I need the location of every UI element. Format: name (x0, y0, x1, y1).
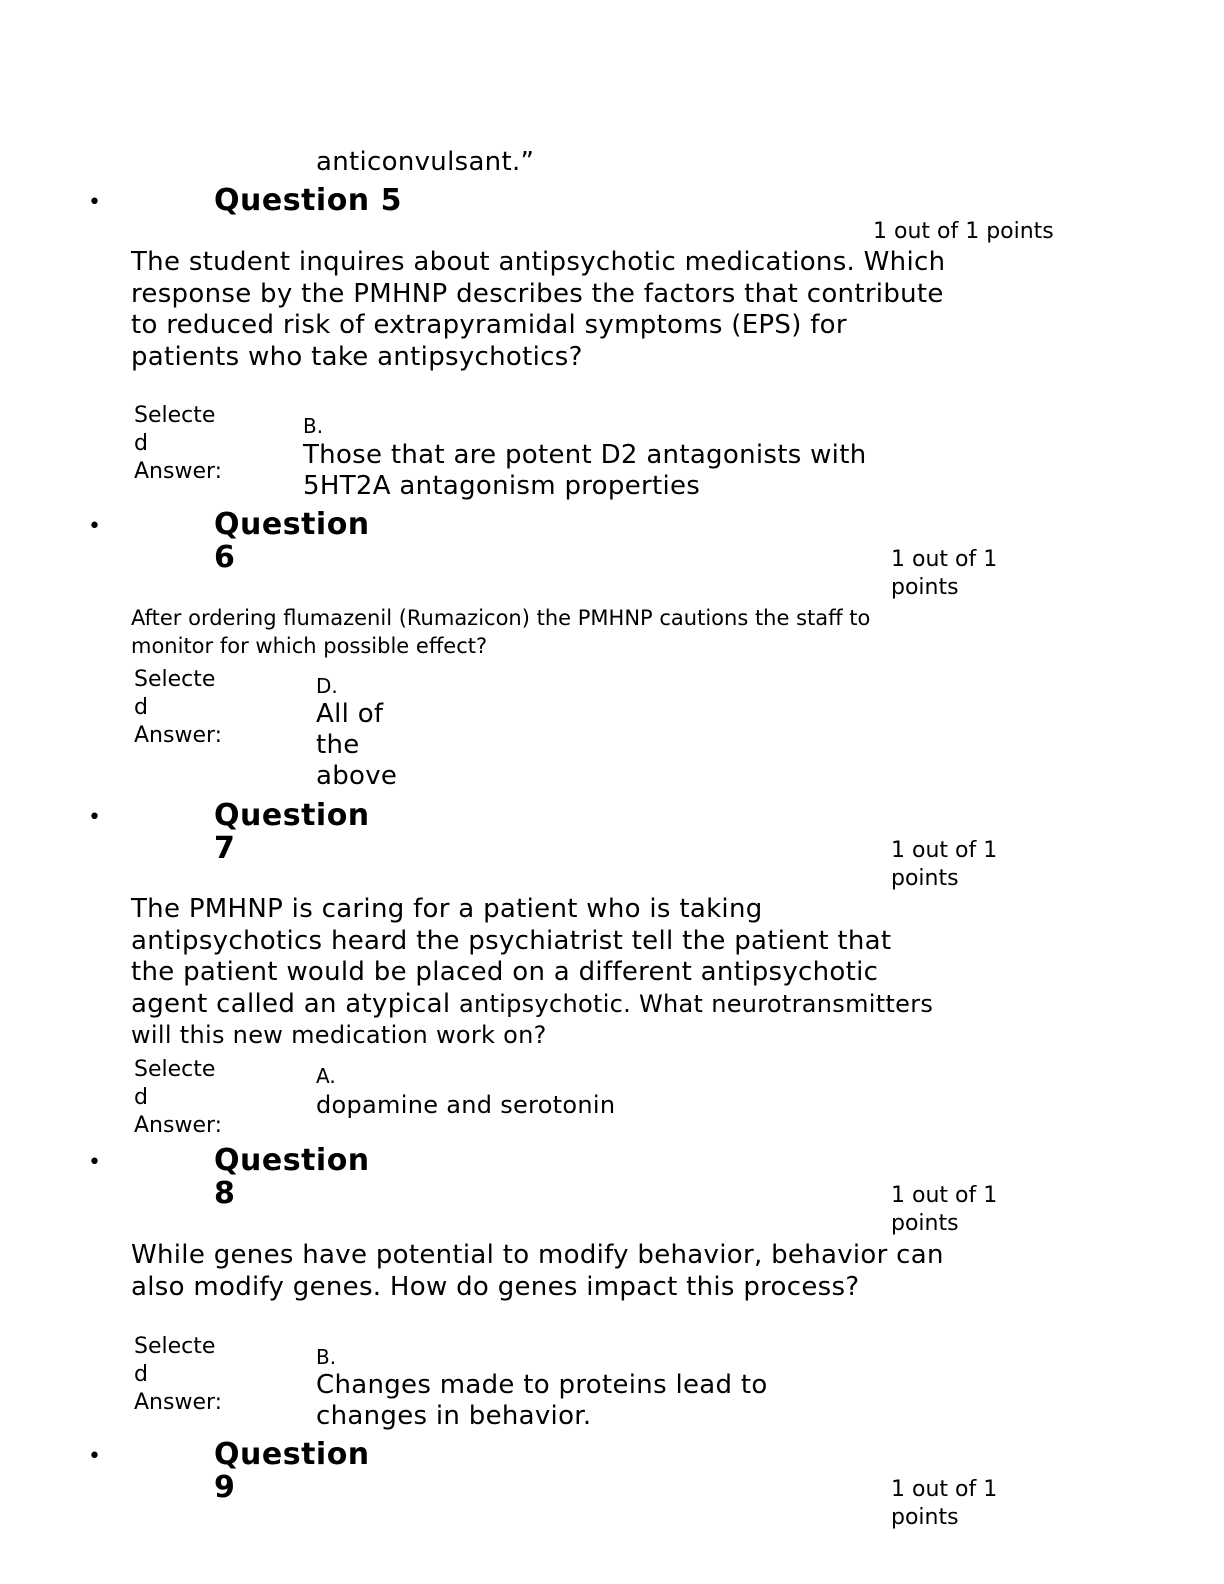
question-8-answer: Changes made to proteins lead to changes in behavior. (316, 1370, 768, 1431)
question-8-points: 1 out of 1 points (891, 1183, 998, 1236)
question-8-prompt: While genes have potential to modify behavior, behavior can also modify genes. How do genes impact this process? (131, 1240, 944, 1302)
question-5-points: 1 out of 1 points (873, 219, 1054, 244)
question-9-title: Question 9 (214, 1437, 370, 1505)
bullet-icon: • (88, 1150, 101, 1175)
bullet-icon: • (88, 190, 101, 215)
question-6-prompt: After ordering flumazenil (Rumazicon) the PMHNP cautions the staff to monitor for which possible effect? (131, 606, 871, 658)
bullet-icon: • (88, 514, 101, 539)
question-7-title: Question 7 (214, 798, 370, 866)
selected-answer-label: Selecte d Answer: (134, 1334, 223, 1415)
question-7-answer: dopamine and serotonin (316, 1091, 616, 1119)
question-6-answer: All of the above (316, 699, 398, 791)
question-7-answer-letter: A. (316, 1064, 336, 1088)
question-8-title: Question 8 (214, 1143, 370, 1211)
question-5-answer: Those that are potent D2 antagonists with 5HT2A antagonism properties (303, 440, 867, 501)
question-7-prompt: The PMHNP is caring for a patient who is taking antipsychotics heard the psychiatrist tell the patient that the patient would be placed on a different antipsychotic agent called an atypical antipsychotic. What neurotransmitters will this new medication work on? (131, 894, 934, 1049)
continuation-text: anticonvulsant.” (316, 147, 535, 177)
selected-answer-label: Selecte d Answer: (134, 403, 223, 484)
question-9-points: 1 out of 1 points (891, 1477, 998, 1530)
question-5-prompt: The student inquires about antipsychotic medications. Which response by the PMHNP describes the factors that contribute to reduced risk of extrapyramidal symptoms (EPS) for patients who take antipsychotics? (131, 247, 946, 372)
bullet-icon: • (88, 1444, 101, 1469)
selected-answer-label: Selecte d Answer: (134, 667, 223, 748)
question-5-title: Question 5 (214, 183, 402, 218)
question-5-answer-letter: B. (303, 414, 324, 438)
bullet-icon: • (88, 805, 101, 830)
question-6-title: Question 6 (214, 507, 370, 575)
question-6-answer-letter: D. (316, 674, 338, 698)
question-7-points: 1 out of 1 points (891, 838, 998, 891)
question-8-answer-letter: B. (316, 1345, 337, 1369)
question-6-points: 1 out of 1 points (891, 547, 998, 600)
selected-answer-label: Selecte d Answer: (134, 1057, 223, 1138)
